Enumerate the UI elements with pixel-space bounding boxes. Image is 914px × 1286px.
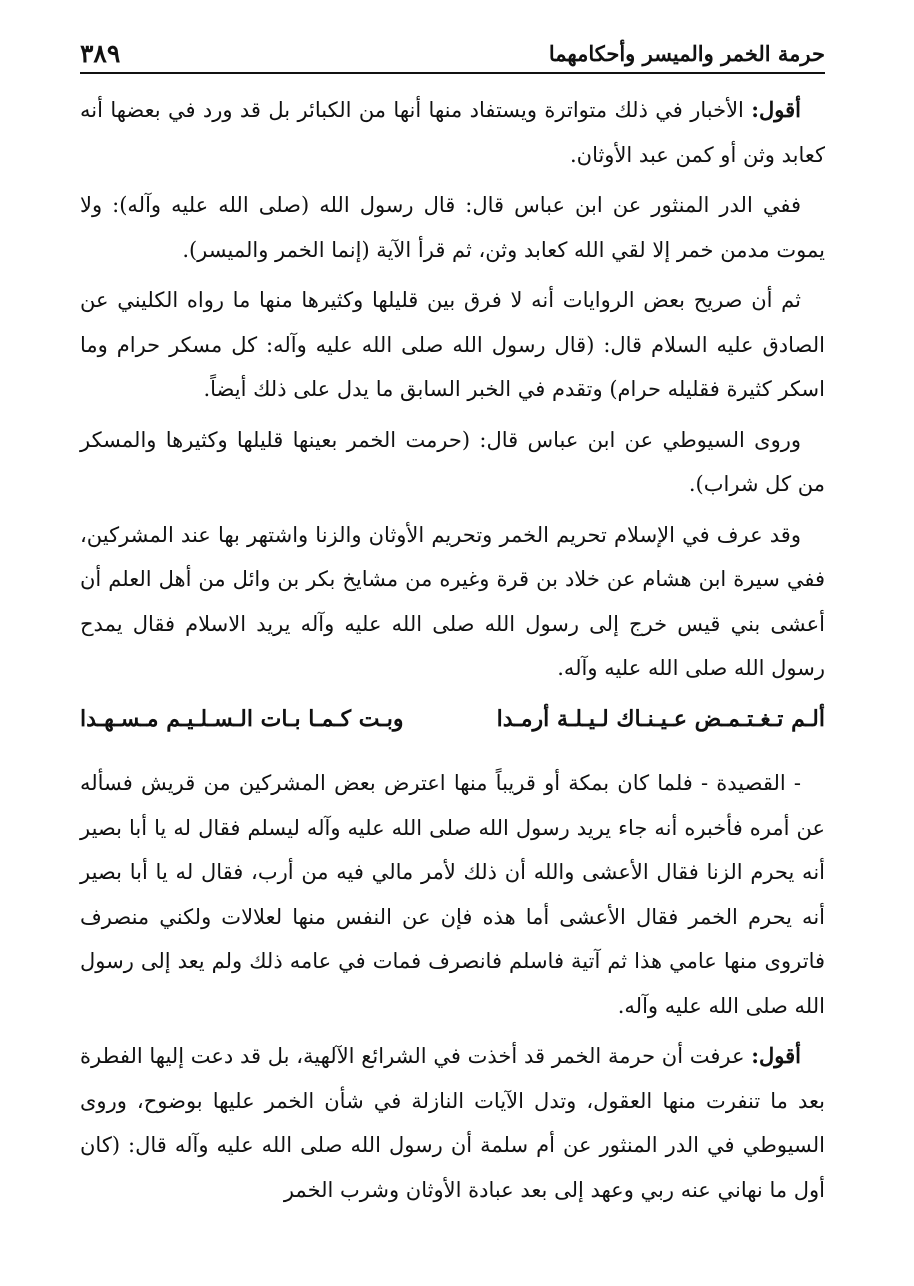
- paragraph-text: ففي الدر المنثور عن ابن عباس قال: قال رسول الله (صلى الله عليه وآله): ولا يموت مدمن خمر إلا لقي الله كعابد وثن، ثم قرأ الآية (إنما الخمر والميسر).: [80, 193, 825, 262]
- paragraph-text: وقد عرف في الإسلام تحريم الخمر وتحريم الأوثان والزنا واشتهر بها عند المشركين، ففي سيرة ابن هشام عن خلاد بن قرة وغيره من مشايخ بكر بن وائل من أهل العلم أن أعشى بني قيس خرج إلى رسول الله صلى الله عليه وآله يريد الاسلام فقال يمدح رسول الله صلى الله عليه وآله.: [80, 522, 825, 680]
- paragraph-text: الأخبار في ذلك متواترة ويستفاد منها أنها من الكبائر بل قد ورد في بعضها أنه كعابد وثن أو كمن عبد الأوثان.: [80, 98, 825, 167]
- verse-first-hemistich: ألـم تـغـتـمـض عـيـنـاك لـيـلـة أرمـدا: [496, 705, 825, 732]
- paragraph-text: عرفت أن حرمة الخمر قد أخذت في الشرائع الآلهية، بل قد دعت إليها الفطرة بعد ما تنفرت منها العقول، وتدل الآيات النازلة في شأن الخمر عليها بوضوح، وروى السيوطي في الدر المنثور عن أم سلمة أن رسول الله صلى الله عليه وآله قال: (كان أول ما نهاني عنه ربي وعهد إلى بعد عبادة الأوثان وشرب الخمر: [80, 1044, 825, 1202]
- paragraph: [80, 513, 825, 691]
- page-body: [80, 88, 825, 1218]
- paragraph: [80, 183, 825, 272]
- running-title: حرمة الخمر والميسر وأحكامهما: [548, 41, 825, 66]
- verse-second-hemistich: وبـت كـمـا بـات الـسـلـيـم مـسـهـدا: [80, 705, 404, 732]
- paragraph: [80, 1034, 825, 1212]
- paragraph-text: وروى السيوطي عن ابن عباس قال: (حرمت الخمر بعينها قليلها وكثيرها والمسكر من كل شراب).: [80, 427, 825, 496]
- paragraph-lead: أقول:: [751, 1043, 801, 1068]
- book-page: [80, 0, 825, 1286]
- paragraph: [80, 761, 825, 1028]
- page-header: [80, 30, 825, 74]
- paragraph-text: ثم أن صريح بعض الروايات أنه لا فرق بين قليلها وكثيرها منها ما رواه الكليني عن الصادق عليه السلام قال: (قال رسول الله صلى الله عليه وآله: كل مسكر حرام وما اسكر كثيرة فقليله حرام) وتقدم في الخبر السابق ما يدل على ذلك أيضاً.: [80, 288, 825, 401]
- page-number: ٣٨٩: [80, 39, 121, 68]
- paragraph: [80, 418, 825, 507]
- paragraph-text: - القصيدة - فلما كان بمكة أو قريباً منها اعترض بعض المشركين من قريش فسأله عن أمره فأخبره أنه جاء يريد رسول الله صلى الله عليه وآله ليسلم فقال له يا أبا بصير أنه يحرم الزنا فقال الأعشى والله أن ذلك لأمر مالي فيه من أرب، فقال له يا أبا بصير أنه يحرم الخمر فقال الأعشى أما هذه فإن عن النفس منها لعلالات ولكني منصرف فاتروى منها عامي هذا ثم آتية فاسلم فانصرف فمات في عامه ذلك ولم يعد إلى رسول الله صلى الله عليه وآله.: [80, 771, 825, 1018]
- paragraph: [80, 88, 825, 177]
- paragraph-lead: أقول:: [751, 97, 801, 122]
- poem-verse: [80, 697, 825, 742]
- paragraph: [80, 278, 825, 412]
